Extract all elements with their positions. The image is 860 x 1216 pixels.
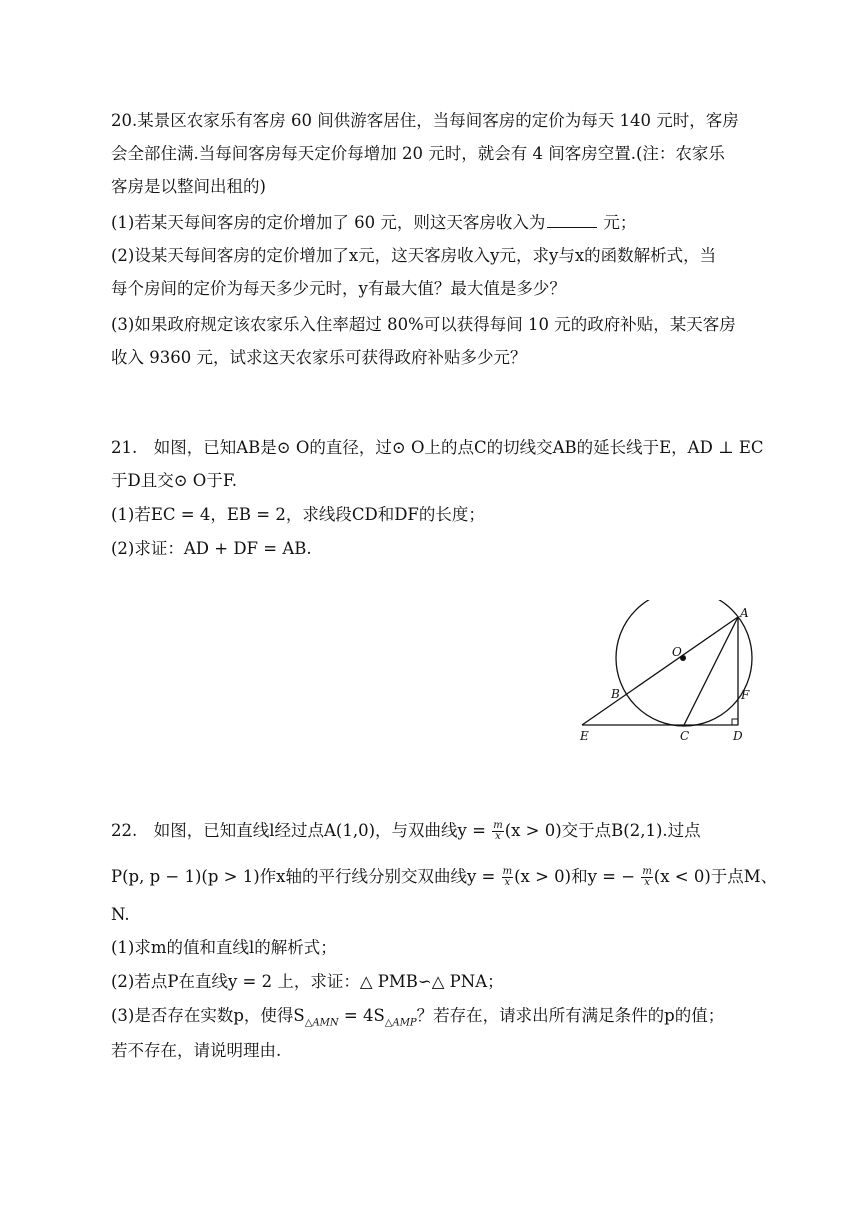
- q20-part-2-line-2: 每个房间的定价为每天多少元时，y有最大值？最大值是多少？: [111, 279, 566, 298]
- q22-part-3-post: ？若存在，请求出所有满足条件的p的值；: [416, 1006, 725, 1025]
- q22-line-2: [111, 866, 777, 888]
- q21-line-2: 于D且交⊙ O于F.: [111, 471, 237, 490]
- q20-part-1-text: (1)若某天每间客房的定价增加了 60 元，则这天客房收入为: [111, 213, 546, 232]
- answer-blank[interactable]: [547, 213, 597, 228]
- q22-part-3-mid: = 4S: [338, 1006, 385, 1025]
- label-d: D: [733, 729, 743, 743]
- frac-den: x: [495, 831, 501, 842]
- q22-line-3: N.: [111, 905, 130, 924]
- label-b: B: [611, 687, 620, 701]
- frac-den: x: [504, 877, 511, 888]
- label-o: O: [672, 645, 682, 659]
- q20-part-2-line-1: (2)设某天每间客房的定价增加了x元，这天客房收入y元，求y与x的函数解析式，当: [111, 246, 717, 265]
- q22-line-1-pre: 22. 如图，已知直线l经过点A(1,0)，与双曲线y =: [111, 821, 486, 840]
- label-e: E: [580, 729, 589, 743]
- fraction-m-over-x: [492, 821, 503, 842]
- circle-o: [616, 600, 752, 726]
- q21-part-2: (2)求证：AD + DF = AB.: [111, 539, 312, 558]
- q20-line-3: 客房是以整间出租的): [111, 177, 266, 196]
- q20-part-3-line-1: (3)如果政府规定该农家乐入住率超过 80%可以获得每间 10 元的政府补贴，某天客房: [111, 315, 736, 334]
- q22-part-1: (1)求m的值和直线l的解析式；: [111, 938, 337, 957]
- geometry-figure: [570, 600, 770, 750]
- label-f: F: [741, 688, 750, 702]
- sub-amp: △AMP: [384, 1017, 417, 1029]
- q22-part-3-line-2: 若不存在，请说明理由.: [111, 1041, 282, 1060]
- frac-num: m: [642, 866, 652, 877]
- label-a: A: [740, 606, 749, 620]
- fraction-m-over-x: [641, 867, 652, 888]
- q20-part-1: [111, 212, 636, 234]
- q21-part-1: (1)若EC = 4，EB = 2，求线段CD和DF的长度；: [111, 505, 485, 524]
- q22-line-2-post: (x < 0)于点M、: [653, 867, 778, 886]
- q22-line-2-mid: (x > 0)和y = −: [514, 867, 636, 886]
- line-ea: [582, 617, 738, 725]
- q20-line-1: 20.某景区农家乐有客房 60 间供游客居住，当每间客房的定价为每天 140 元时，客房: [111, 111, 739, 130]
- q20-line-2: 会全部住满.当每间客房每天定价每增加 20 元时，就会有 4 间客房空置.(注：农家乐: [111, 144, 725, 163]
- fraction-m-over-x: [502, 867, 513, 888]
- q22-part-3-pre: (3)是否存在实数p，使得S: [111, 1006, 305, 1025]
- q22-part-2: (2)若点P在直线y = 2 上，求证：△ PMB∽△ PNA；: [111, 972, 504, 991]
- q22-line-1-post: (x > 0)交于点B(2,1).过点: [504, 821, 701, 840]
- q21-line-1: 21. 如图，已知AB是⊙ O的直径，过⊙ O上的点C的切线交AB的延长线于E，AD ⊥ EC: [111, 438, 764, 457]
- right-angle-mark: [732, 719, 738, 725]
- frac-num: m: [493, 820, 503, 831]
- label-c: C: [680, 729, 690, 743]
- q20-part-1-unit: 元；: [603, 213, 637, 232]
- frac-num: m: [502, 866, 513, 877]
- sub-amn: △AMN: [304, 1017, 339, 1029]
- q22-line-2-pre: P(p, p − 1)(p > 1)作x轴的平行线分别交双曲线y =: [111, 867, 496, 886]
- q20-part-3-line-2: 收入 9360 元，试求这天农家乐可获得政府补贴多少元？: [111, 348, 527, 367]
- q22-line-1: [111, 820, 701, 842]
- frac-den: x: [644, 877, 650, 888]
- q22-part-3: [111, 1005, 724, 1034]
